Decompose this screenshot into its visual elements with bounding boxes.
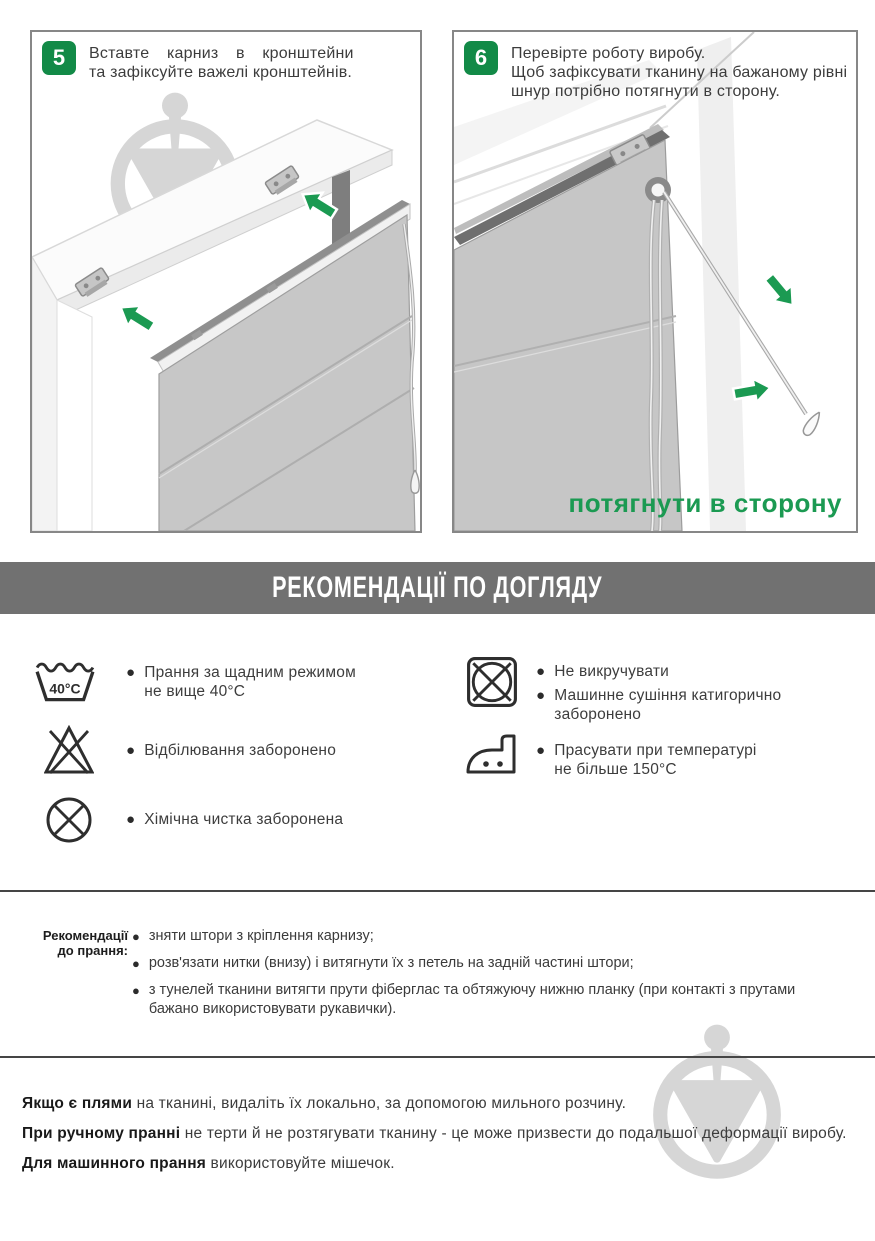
bullet-dot: ● [536, 663, 546, 680]
bullet-dot: ● [132, 929, 140, 944]
list-item-text: розв'язати нитки (внизу) і витягнути їх з петель на задній частині штори; [148, 955, 634, 971]
note-bold-text: При ручному пранні [22, 1125, 181, 1142]
iron-150c-icon [464, 730, 518, 776]
care-line: Хімічна чистка заборонена [144, 811, 344, 828]
step-badge: 5 [42, 41, 76, 75]
care-line: Прасувати при температурі [554, 742, 757, 759]
care-item-text [554, 686, 781, 724]
note-text: використовуйте мішечок. [206, 1155, 395, 1172]
care-item [126, 741, 336, 760]
no-tumble-dry-icon [466, 656, 518, 708]
bullet-dot: ● [536, 742, 546, 759]
note-machine-wash [22, 1155, 395, 1173]
care-item [536, 662, 781, 681]
care-item [126, 663, 356, 701]
care-item-text [144, 741, 336, 760]
care-item-text [554, 741, 756, 779]
step-badge: 6 [464, 41, 498, 75]
list-item [132, 954, 848, 973]
green-arrow-icon [114, 297, 158, 337]
list-item-text: зняти штори з кріплення карнизу; [148, 928, 374, 944]
pull-aside-annotation: потягнути в сторону [568, 488, 842, 518]
green-arrow-icon [760, 269, 802, 313]
blind-fabric [454, 140, 682, 531]
step-6-panel [452, 30, 858, 533]
bullet-dot: ● [132, 983, 140, 998]
washing-label-line: Рекомендації [42, 928, 128, 943]
step-6-line-3: шнур потрібно потягнути в сторону. [511, 83, 781, 100]
care-line: не більше 150°C [554, 761, 677, 778]
step-5-panel [30, 30, 422, 533]
washing-recommendations-label [22, 928, 128, 958]
step-6-text [511, 44, 847, 101]
wash-40c-icon [34, 660, 96, 702]
step-5-line-2: та зафіксуйте важелі кронштейнів. [89, 64, 353, 81]
care-item-text [554, 662, 669, 681]
care-line: Відбілювання заборонено [144, 742, 337, 759]
care-item [536, 741, 757, 779]
list-item [132, 981, 848, 1019]
note-text: не терти й не розтягувати тканину - це може призвести до подальшої деформації виробу. [180, 1125, 847, 1142]
care-item [536, 686, 781, 724]
care-item-text [144, 810, 343, 829]
note-text: на тканині, видаліть їх локально, за допомогою мильного розчину. [132, 1095, 627, 1112]
care-item-group [536, 662, 781, 724]
step-5-line-1: Вставте карниз в кронштейни [89, 45, 354, 62]
step-6-line-1: Перевірте роботу виробу. [511, 45, 706, 62]
divider-line [0, 1056, 875, 1058]
step-6-line-2: Щоб зафіксувати тканину на бажаному рівні [511, 64, 848, 81]
care-section-banner [0, 562, 875, 614]
note-bold-text: Для машинного прання [22, 1155, 207, 1172]
blind-fabric [159, 215, 415, 531]
bullet-dot: ● [126, 664, 136, 681]
care-line: Не викручувати [554, 663, 669, 680]
bullet-dot: ● [536, 687, 546, 704]
care-line: не вище 40°C [144, 683, 246, 700]
step-5-illustration [32, 32, 420, 531]
list-item-text: з тунелей тканини витягти прути фіберглас та обтяжуючу нижню планку (при контакті з прутами бажано використовувати рукавички). [148, 982, 796, 1017]
list-item [132, 927, 848, 946]
care-item [126, 810, 343, 829]
washing-recommendations-list [132, 927, 848, 1027]
no-bleach-icon [44, 725, 94, 775]
bullet-dot: ● [126, 742, 136, 759]
bullet-dot: ● [132, 956, 140, 971]
care-section-title: РЕКОМЕНДАЦІЇ ПО ДОГЛЯДУ [272, 571, 603, 604]
bullet-dot: ● [126, 811, 136, 828]
care-item-text [144, 663, 356, 701]
step-5-text [89, 44, 354, 82]
note-stains [22, 1095, 626, 1113]
wash-temp-label: 40°C [49, 680, 81, 697]
care-line: заборонено [554, 706, 642, 723]
washing-label-line: до прання: [57, 943, 128, 958]
divider-line [0, 890, 875, 892]
note-bold-text: Якщо є плями [22, 1095, 133, 1112]
note-hand-wash [22, 1125, 847, 1143]
step-6-illustration [454, 32, 856, 531]
brand-watermark-icon [650, 1022, 784, 1182]
care-line: Прання за щадним режимом [144, 664, 356, 681]
no-dry-clean-icon [45, 796, 93, 844]
care-line: Машинне сушіння катигорично [554, 687, 782, 704]
